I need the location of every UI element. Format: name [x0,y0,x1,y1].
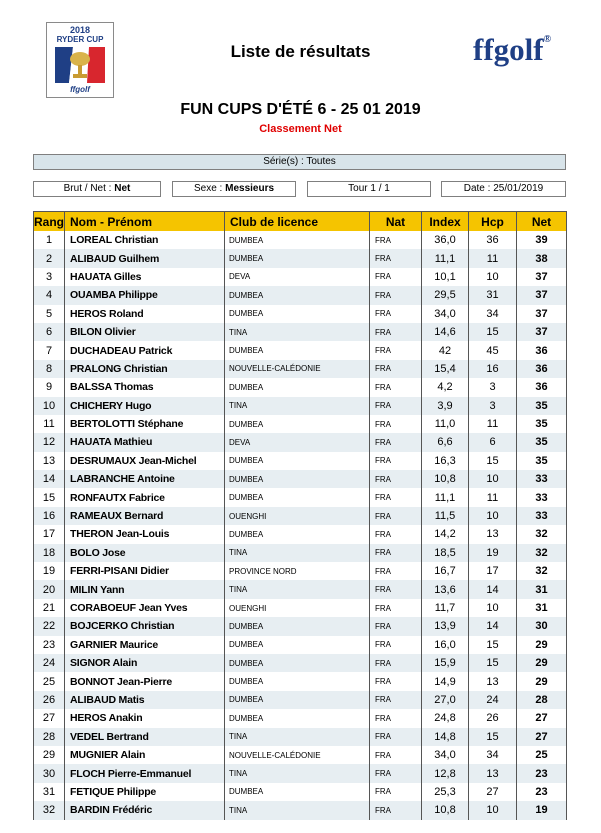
table-row [34,415,567,433]
nat-cell: FRA [370,286,422,304]
net-cell: 36 [517,360,567,378]
net-cell: 28 [517,691,567,709]
net-cell: 31 [517,580,567,598]
name-cell: BARDIN Frédéric [65,801,225,819]
net-cell: 35 [517,397,567,415]
name-cell: LABRANCHE Antoine [65,470,225,488]
index-cell: 13,6 [422,580,469,598]
net-cell: 38 [517,249,567,267]
index-cell: 16,7 [422,562,469,580]
hcp-cell: 27 [469,783,517,801]
name-cell: DESRUMAUX Jean-Michel [65,452,225,470]
club-cell: DUMBEA [225,470,370,488]
nat-cell: FRA [370,544,422,562]
name-cell: BOJCERKO Christian [65,617,225,635]
net-cell: 36 [517,341,567,359]
rank-cell: 30 [34,764,65,782]
name-cell: THERON Jean-Louis [65,525,225,543]
club-cell: DUMBEA [225,286,370,304]
index-cell: 25,3 [422,783,469,801]
rank-cell: 1 [34,231,65,249]
nat-cell: FRA [370,323,422,341]
index-cell: 14,2 [422,525,469,543]
club-cell: DUMBEA [225,709,370,727]
net-cell: 37 [517,323,567,341]
hcp-cell: 11 [469,488,517,506]
index-cell: 14,9 [422,672,469,690]
rank-cell: 24 [34,654,65,672]
hcp-cell: 3 [469,397,517,415]
name-cell: BALSSA Thomas [65,378,225,396]
index-cell: 16,3 [422,452,469,470]
hcp-cell: 10 [469,268,517,286]
table-row [34,488,567,506]
index-cell: 11,5 [422,507,469,525]
club-cell: DEVA [225,433,370,451]
table-row [34,341,567,359]
sexe-label: Sexe : [193,183,223,194]
club-cell: TINA [225,397,370,415]
name-cell: VEDEL Bertrand [65,728,225,746]
competition-title: FUN CUPS D'ÉTÉ 6 - 25 01 2019 [180,101,421,118]
nat-cell: FRA [370,360,422,378]
nat-cell: FRA [370,397,422,415]
name-cell: CHICHERY Hugo [65,397,225,415]
index-cell: 15,4 [422,360,469,378]
index-cell: 14,6 [422,323,469,341]
brut-net-filter [33,181,161,197]
index-cell: 27,0 [422,691,469,709]
net-cell: 27 [517,728,567,746]
club-cell: TINA [225,764,370,782]
table-row [34,801,567,819]
index-cell: 11,7 [422,599,469,617]
hcp-cell: 36 [469,231,517,249]
club-cell: DUMBEA [225,378,370,396]
index-cell: 24,8 [422,709,469,727]
hcp-cell: 14 [469,617,517,635]
index-cell: 14,8 [422,728,469,746]
hcp-cell: 10 [469,599,517,617]
rank-cell: 11 [34,415,65,433]
nat-cell: FRA [370,580,422,598]
results-table [33,211,567,820]
nat-cell: FRA [370,709,422,727]
name-cell: HAUATA Mathieu [65,433,225,451]
sexe-filter [172,181,296,197]
table-row [34,636,567,654]
rank-cell: 25 [34,672,65,690]
brut-net-value: Net [114,183,131,194]
name-cell: MUGNIER Alain [65,746,225,764]
table-row [34,580,567,598]
nat-cell: FRA [370,672,422,690]
hcp-cell: 34 [469,746,517,764]
tour-filter: Tour 1 / 1 [307,181,431,197]
col-club: Club de licence [225,212,370,232]
hcp-cell: 10 [469,801,517,819]
net-cell: 19 [517,801,567,819]
name-cell: MILIN Yann [65,580,225,598]
club-cell: NOUVELLE-CALÉDONIE [225,360,370,378]
name-cell: HAUATA Gilles [65,268,225,286]
index-cell: 10,1 [422,268,469,286]
nat-cell: FRA [370,728,422,746]
nat-cell: FRA [370,599,422,617]
rank-cell: 17 [34,525,65,543]
rank-cell: 13 [34,452,65,470]
table-header [34,212,567,232]
nat-cell: FRA [370,617,422,635]
net-cell: 37 [517,305,567,323]
competition-subtitle: Classement Net [259,123,342,135]
index-cell: 3,9 [422,397,469,415]
rank-cell: 32 [34,801,65,819]
nat-cell: FRA [370,415,422,433]
index-cell: 13,9 [422,617,469,635]
hcp-cell: 11 [469,415,517,433]
index-cell: 16,0 [422,636,469,654]
rank-cell: 9 [34,378,65,396]
rank-cell: 27 [34,709,65,727]
document-title: Liste de résultats [230,42,371,61]
club-cell: DUMBEA [225,452,370,470]
rank-cell: 2 [34,249,65,267]
name-cell: OUAMBA Philippe [65,286,225,304]
table-row [34,746,567,764]
name-cell: BONNOT Jean-Pierre [65,672,225,690]
net-cell: 35 [517,433,567,451]
table-row [34,544,567,562]
name-cell: RAMEAUX Bernard [65,507,225,525]
table-row [34,249,567,267]
net-cell: 27 [517,709,567,727]
table-row [34,617,567,635]
club-cell: DUMBEA [225,636,370,654]
name-cell: HEROS Anakin [65,709,225,727]
club-cell: DUMBEA [225,783,370,801]
rank-cell: 28 [34,728,65,746]
name-cell: BILON Olivier [65,323,225,341]
hcp-cell: 19 [469,544,517,562]
rank-cell: 15 [34,488,65,506]
nat-cell: FRA [370,341,422,359]
nat-cell: FRA [370,636,422,654]
club-cell: TINA [225,728,370,746]
table-row [34,709,567,727]
hcp-cell: 34 [469,305,517,323]
net-cell: 32 [517,525,567,543]
club-cell: TINA [225,323,370,341]
net-cell: 32 [517,544,567,562]
net-cell: 29 [517,636,567,654]
rank-cell: 19 [34,562,65,580]
table-row [34,599,567,617]
index-cell: 34,0 [422,746,469,764]
name-cell: FLOCH Pierre-Emmanuel [65,764,225,782]
ffgolf-text: ffgolf [473,32,544,67]
hcp-cell: 31 [469,286,517,304]
rank-cell: 18 [34,544,65,562]
nat-cell: FRA [370,231,422,249]
club-cell: PROVINCE NORD [225,562,370,580]
index-cell: 15,9 [422,654,469,672]
index-cell: 11,0 [422,415,469,433]
nat-cell: FRA [370,305,422,323]
table-row [34,323,567,341]
club-cell: TINA [225,580,370,598]
rank-cell: 26 [34,691,65,709]
results-body [34,231,567,820]
hcp-cell: 15 [469,636,517,654]
nat-cell: FRA [370,249,422,267]
nat-cell: FRA [370,746,422,764]
club-cell: DUMBEA [225,488,370,506]
club-cell: DUMBEA [225,654,370,672]
nat-cell: FRA [370,470,422,488]
name-cell: DUCHADEAU Patrick [65,341,225,359]
logo-year: 2018 [69,25,91,35]
rank-cell: 16 [34,507,65,525]
nat-cell: FRA [370,507,422,525]
hcp-cell: 11 [469,249,517,267]
name-cell: ALIBAUD Guilhem [65,249,225,267]
table-row [34,728,567,746]
nat-cell: FRA [370,691,422,709]
net-cell: 29 [517,654,567,672]
nat-cell: FRA [370,452,422,470]
hcp-cell: 15 [469,728,517,746]
club-cell: DEVA [225,268,370,286]
rank-cell: 29 [34,746,65,764]
club-cell: DUMBEA [225,249,370,267]
nat-cell: FRA [370,654,422,672]
hcp-cell: 26 [469,709,517,727]
net-cell: 25 [517,746,567,764]
hcp-cell: 16 [469,360,517,378]
club-cell: DUMBEA [225,525,370,543]
net-cell: 39 [517,231,567,249]
rank-cell: 6 [34,323,65,341]
nat-cell: FRA [370,433,422,451]
name-cell: FETIQUE Philippe [65,783,225,801]
nat-cell: FRA [370,562,422,580]
club-cell: NOUVELLE-CALÉDONIE [225,746,370,764]
table-row [34,360,567,378]
rank-cell: 4 [34,286,65,304]
name-cell: FERRI-PISANI Didier [65,562,225,580]
hcp-cell: 3 [469,378,517,396]
name-cell: LOREAL Christian [65,231,225,249]
net-cell: 23 [517,783,567,801]
name-cell: GARNIER Maurice [65,636,225,654]
hcp-cell: 13 [469,672,517,690]
index-cell: 6,6 [422,433,469,451]
table-row [34,286,567,304]
nat-cell: FRA [370,378,422,396]
hcp-cell: 10 [469,470,517,488]
hcp-cell: 6 [469,433,517,451]
index-cell: 18,5 [422,544,469,562]
table-row [34,378,567,396]
club-cell: DUMBEA [225,305,370,323]
registered-mark: ® [543,34,552,45]
index-cell: 12,8 [422,764,469,782]
net-cell: 30 [517,617,567,635]
col-net: Net [517,212,567,232]
net-cell: 35 [517,452,567,470]
index-cell: 11,1 [422,488,469,506]
name-cell: SIGNOR Alain [65,654,225,672]
rank-cell: 31 [34,783,65,801]
club-cell: DUMBEA [225,231,370,249]
serie-bar: Série(s) : Toutes [33,154,566,170]
hcp-cell: 15 [469,654,517,672]
club-cell: TINA [225,801,370,819]
col-index: Index [422,212,469,232]
col-hcp: Hcp [469,212,517,232]
index-cell: 11,1 [422,249,469,267]
rank-cell: 3 [34,268,65,286]
net-cell: 32 [517,562,567,580]
index-cell: 10,8 [422,801,469,819]
hcp-cell: 13 [469,525,517,543]
hcp-cell: 24 [469,691,517,709]
hcp-cell: 15 [469,452,517,470]
net-cell: 37 [517,286,567,304]
rank-cell: 8 [34,360,65,378]
table-row [34,525,567,543]
col-nom: Nom - Prénom [65,212,225,232]
name-cell: PRALONG Christian [65,360,225,378]
index-cell: 10,8 [422,470,469,488]
rank-cell: 12 [34,433,65,451]
date-filter: Date : 25/01/2019 [441,181,566,197]
table-row [34,433,567,451]
nat-cell: FRA [370,764,422,782]
club-cell: OUENGHI [225,507,370,525]
logo-brand: ffgolf [70,85,90,94]
club-cell: DUMBEA [225,691,370,709]
net-cell: 33 [517,470,567,488]
table-row [34,452,567,470]
nat-cell: FRA [370,525,422,543]
hcp-cell: 10 [469,507,517,525]
club-cell: OUENGHI [225,599,370,617]
net-cell: 33 [517,488,567,506]
net-cell: 31 [517,599,567,617]
net-cell: 29 [517,672,567,690]
hcp-cell: 15 [469,323,517,341]
name-cell: RONFAUTX Fabrice [65,488,225,506]
table-row [34,470,567,488]
rank-cell: 5 [34,305,65,323]
rank-cell: 21 [34,599,65,617]
net-cell: 33 [517,507,567,525]
club-cell: DUMBEA [225,415,370,433]
table-row [34,562,567,580]
name-cell: BERTOLOTTI Stéphane [65,415,225,433]
net-cell: 36 [517,378,567,396]
table-row [34,268,567,286]
col-rang: Rang [34,212,65,232]
table-row [34,764,567,782]
index-cell: 42 [422,341,469,359]
logo-event: RYDER CUP [56,35,104,44]
nat-cell: FRA [370,488,422,506]
name-cell: CORABOEUF Jean Yves [65,599,225,617]
rank-cell: 20 [34,580,65,598]
net-cell: 35 [517,415,567,433]
table-row [34,507,567,525]
club-cell: DUMBEA [225,672,370,690]
table-row [34,231,567,249]
net-cell: 23 [517,764,567,782]
brut-net-label: Brut / Net : [63,183,112,194]
club-cell: DUMBEA [225,341,370,359]
rank-cell: 7 [34,341,65,359]
sexe-value: Messieurs [225,183,275,194]
name-cell: HEROS Roland [65,305,225,323]
table-row [34,672,567,690]
rank-cell: 22 [34,617,65,635]
nat-cell: FRA [370,783,422,801]
table-row [34,397,567,415]
index-cell: 29,5 [422,286,469,304]
table-row [34,654,567,672]
rank-cell: 14 [34,470,65,488]
name-cell: BOLO Jose [65,544,225,562]
name-cell: ALIBAUD Matis [65,691,225,709]
index-cell: 34,0 [422,305,469,323]
club-cell: TINA [225,544,370,562]
net-cell: 37 [517,268,567,286]
col-nat: Nat [370,212,422,232]
hcp-cell: 14 [469,580,517,598]
index-cell: 36,0 [422,231,469,249]
club-cell: DUMBEA [225,617,370,635]
nat-cell: FRA [370,801,422,819]
index-cell: 4,2 [422,378,469,396]
nat-cell: FRA [370,268,422,286]
hcp-cell: 17 [469,562,517,580]
hcp-cell: 45 [469,341,517,359]
rank-cell: 23 [34,636,65,654]
table-row [34,691,567,709]
table-row [34,305,567,323]
table-row [34,783,567,801]
hcp-cell: 13 [469,764,517,782]
rank-cell: 10 [34,397,65,415]
